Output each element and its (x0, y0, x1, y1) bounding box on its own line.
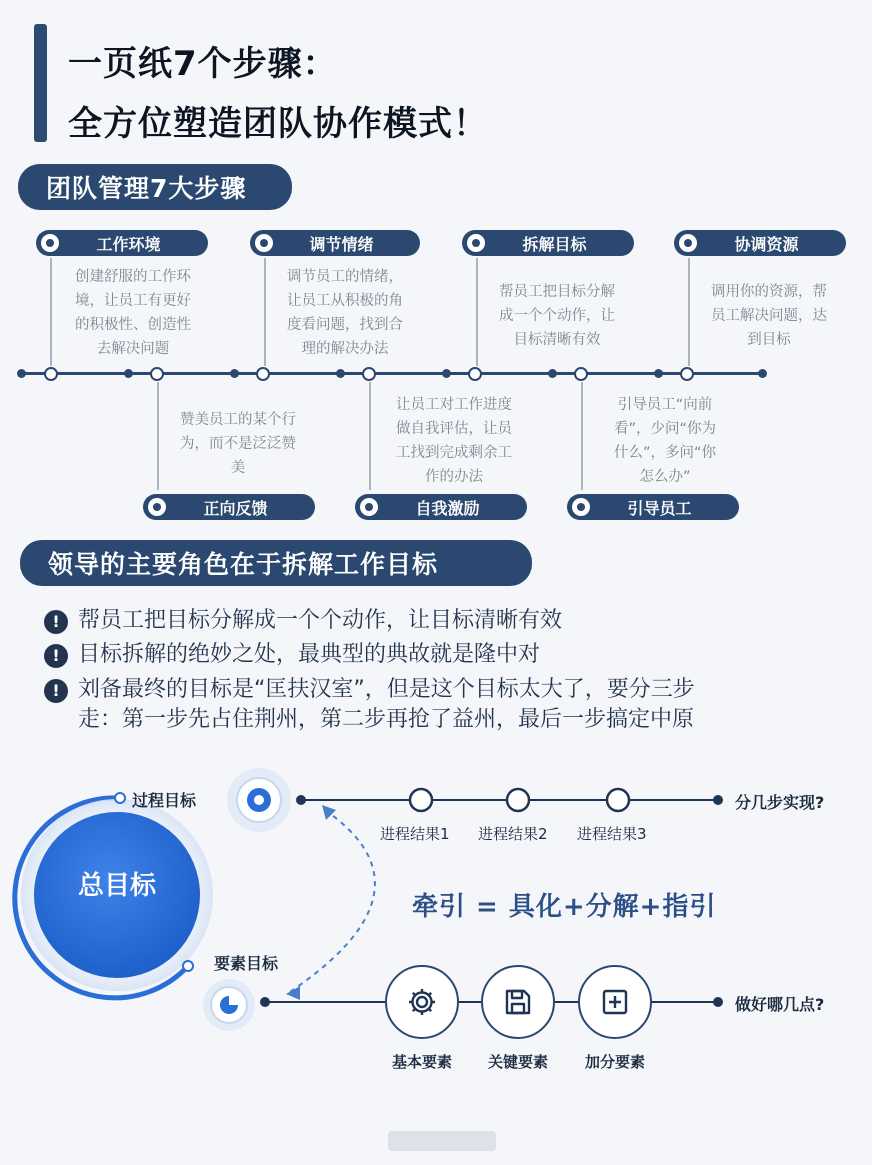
progress-result-3: 进程结果3 (577, 825, 647, 843)
section-title-text: 团队管理7大步骤 (46, 174, 247, 203)
timeline-dot (654, 369, 663, 378)
exclamation-icon: ! (44, 644, 68, 668)
section-title-team-steps (18, 164, 292, 210)
step-description-break-down-goal: 帮员工把目标分解 成一个个动作，让 目标清晰有效 (499, 284, 615, 348)
step-dot-icon (679, 234, 697, 252)
step-label: 调节情绪 (309, 234, 374, 254)
element-label-key: 关键要素 (487, 1053, 548, 1071)
connector-line (688, 258, 690, 366)
step-self-motivation (355, 494, 527, 520)
element-label-bonus: 加分要素 (584, 1053, 645, 1071)
step-dot-icon (255, 234, 273, 252)
page-title-line-1: 一页纸7个步骤： (68, 44, 338, 84)
bullet-text: 刘备最终的目标是“匡扶汉室”，但是这个目标太大了，要分三步 走：第一步先占住荆州，第二步再抢了益州，最后一步搞定中原 (78, 677, 695, 732)
exclamation-icon: ! (44, 679, 68, 703)
timeline-dot (124, 369, 133, 378)
connector-line (157, 382, 159, 490)
connector-line (476, 258, 478, 366)
save-icon (503, 987, 533, 1017)
basic-element-circle (385, 965, 459, 1039)
timeline-dot (442, 369, 451, 378)
timeline-node (468, 367, 482, 381)
bullet-item (44, 606, 562, 636)
step-label: 协调资源 (734, 234, 799, 254)
timeline-node (574, 367, 588, 381)
bonus-element-circle (578, 965, 652, 1039)
connector-line (50, 258, 52, 366)
step-description-work-environment: 创建舒服的工作环 境，让员工有更好 的积极性、创造性 去解决问题 (75, 269, 191, 357)
timeline-node (680, 367, 694, 381)
plus-square-icon (601, 988, 629, 1016)
step-description-self-motivation: 让员工对工作进度 做自我评估，让员 工找到完成剩余工 作的办法 (396, 397, 512, 485)
step-label: 拆解目标 (522, 234, 587, 254)
step-description-coordinate-resources: 调用你的资源，帮 员工解决问题，达 到目标 (711, 284, 827, 348)
step-adjust-emotion (250, 230, 420, 256)
element-goal-label: 要素目标 (214, 954, 279, 973)
element-label-basic: 基本要素 (391, 1053, 452, 1071)
bullet-text: 帮员工把目标分解成一个个动作，让目标清晰有效 (78, 608, 563, 633)
step-dot-icon (467, 234, 485, 252)
step-dot-icon (360, 498, 378, 516)
section-title-text: 领导的主要角色在于拆解工作目标 (48, 550, 439, 579)
bullet-text: 目标拆解的绝妙之处，最典型的典故就是隆中对 (78, 642, 541, 667)
title-accent-bar (34, 24, 47, 142)
timeline-dot (548, 369, 557, 378)
step-description-guide-staff: 引导员工“向前 看”，少问“你为 什么”，多问“你 怎么办” (613, 397, 717, 485)
timeline-node (362, 367, 376, 381)
step-positive-feedback (143, 494, 315, 520)
connector-line (264, 258, 266, 366)
timeline-node (44, 367, 58, 381)
watermark-bar (388, 1131, 496, 1151)
step-work-environment (36, 230, 208, 256)
progress-result-2: 进程结果2 (478, 825, 548, 843)
connector-line (369, 382, 371, 490)
step-label: 工作环境 (96, 234, 161, 254)
timeline-dot (17, 369, 26, 378)
formula-text: 牵引 = 具化+分解+指引 (412, 892, 717, 922)
connector-line (581, 382, 583, 490)
step-label: 正向反馈 (203, 498, 268, 518)
gear-icon (406, 986, 438, 1018)
exclamation-icon: ! (44, 610, 68, 634)
question-focus-points: 做好哪几点? (735, 995, 825, 1014)
step-dot-icon (41, 234, 59, 252)
step-dot-icon (572, 498, 590, 516)
step-label: 自我激励 (415, 498, 480, 518)
step-description-adjust-emotion: 调节员工的情绪， 让员工从积极的角 度看问题，找到合 理的解决办法 (287, 269, 403, 357)
bullet-item (44, 675, 695, 735)
timeline-node (150, 367, 164, 381)
timeline-node (256, 367, 270, 381)
process-goal-label: 过程目标 (132, 791, 197, 810)
key-element-circle (481, 965, 555, 1039)
question-steps: 分几步实现? (735, 793, 825, 812)
step-coordinate-resources (674, 230, 846, 256)
step-label: 引导员工 (627, 498, 692, 518)
center-goal-label: 总目标 (77, 871, 156, 901)
timeline-dot (230, 369, 239, 378)
step-guide-staff (567, 494, 739, 520)
step-description-positive-feedback: 赞美员工的某个行 为，而不是泛泛赞 美 (180, 412, 296, 476)
step-dot-icon (148, 498, 166, 516)
timeline-dot (758, 369, 767, 378)
progress-result-1: 进程结果1 (380, 825, 450, 843)
page-title-line-2: 全方位塑造团队协作模式！ (68, 104, 488, 144)
timeline-dot (336, 369, 345, 378)
bullet-item (44, 640, 540, 670)
section-title-leader-role (20, 540, 532, 586)
step-break-down-goal (462, 230, 634, 256)
